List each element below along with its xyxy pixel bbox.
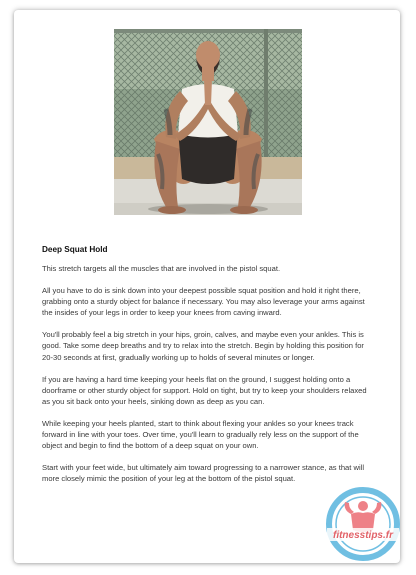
paragraph: Start with your feet wide, but ultimately aim toward progressing to a narrower stance, as that will more closely mimic the position of your leg at the bottom of the pistol squat.	[42, 463, 365, 484]
man-deep-squat-illustration	[114, 29, 302, 215]
paragraph: While keeping your heels planted, start to think about flexing your ankles so your knees track forward in line with your toes. Over time, you'll learn to gradually rely less on the support of the object and begin to find the bottom of a deep squat on your own.	[42, 418, 359, 451]
section-heading: Deep Squat Hold	[42, 245, 108, 254]
fitnesstips-watermark-logo	[323, 484, 400, 563]
paragraph: You'll probably feel a big stretch in your hips, groin, calves, and maybe even your ankles. This is good. Take some deep breaths and try to relax into the stretch. Begin by holding this position for 20-30 seconds at first, gradually working up to holds of several minutes or longer.	[42, 330, 364, 362]
document-page	[14, 10, 400, 563]
paragraph: This stretch targets all the muscles that are involved in the pistol squat.	[42, 264, 281, 273]
watermark-text: fitnesstips.fr	[332, 530, 394, 541]
deep-squat-photo	[114, 29, 302, 215]
paragraph: If you are having a hard time keeping your heels flat on the ground, I suggest holding onto a doorframe or other sturdy object for support. Hold on tight, but try to keep your shoulders relaxed as you sit back onto your heels, sinking down as deep as you can.	[42, 374, 367, 406]
paragraph: All you have to do is sink down into your deepest possible squat position and hold it right there, grabbing onto a sturdy object for balance if necessary. You may also leverage your arms against the insides of your legs in order to keep your knees from caving inward.	[42, 286, 365, 318]
article-body	[42, 263, 376, 495]
